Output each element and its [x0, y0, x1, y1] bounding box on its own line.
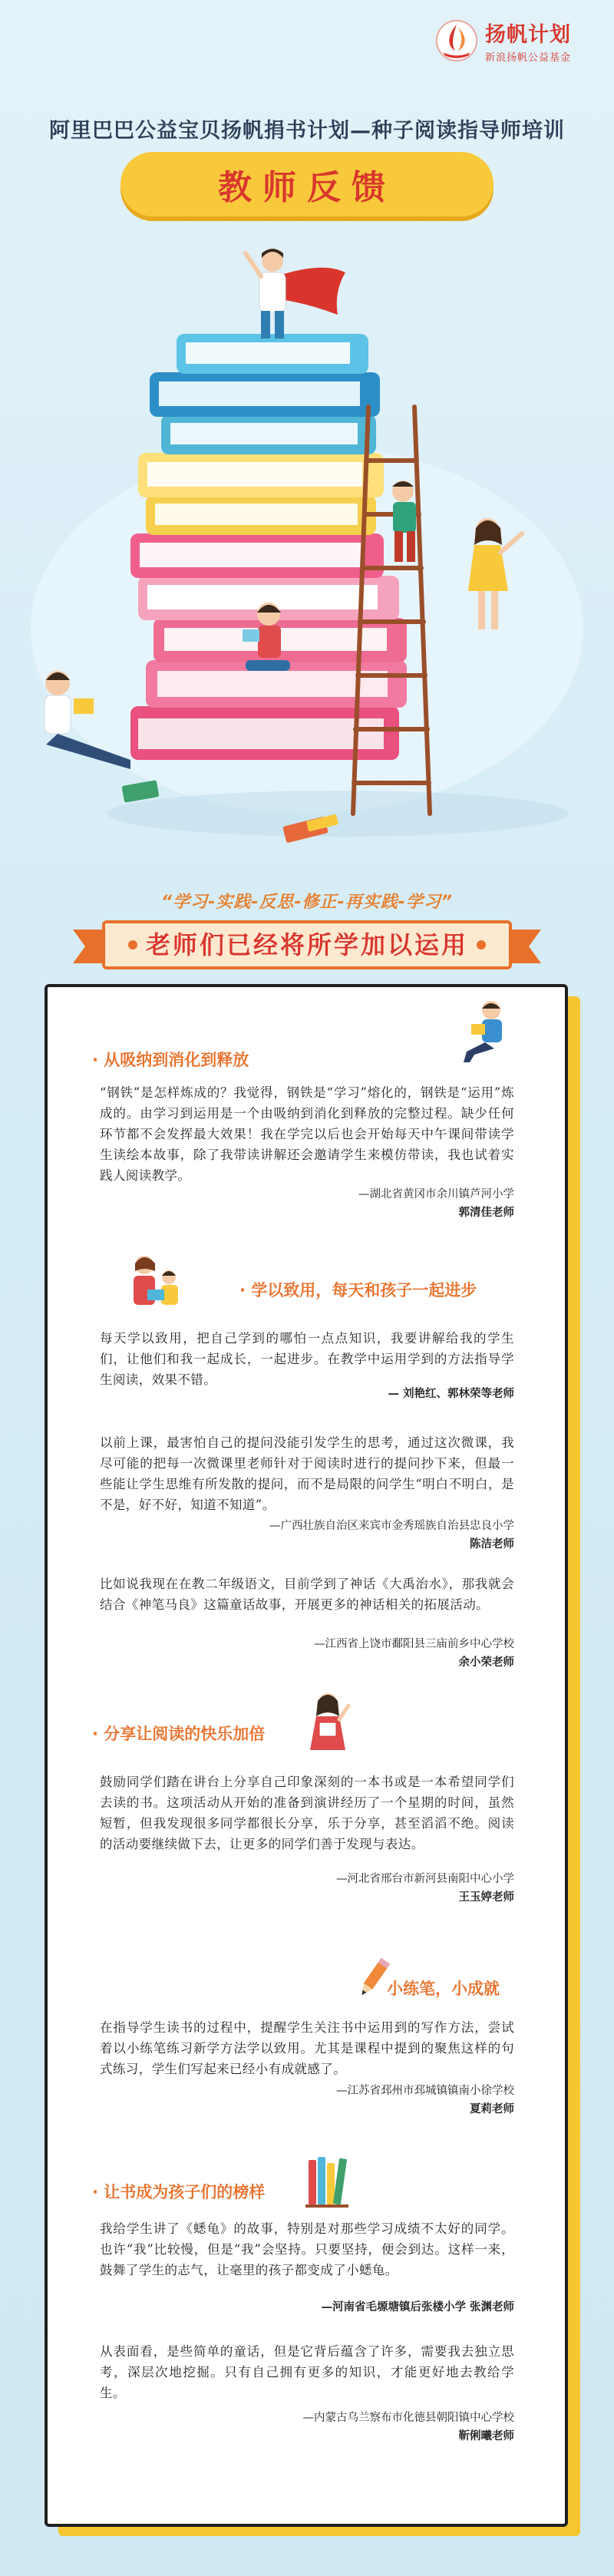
feedback-paragraph: 我给学生讲了《蟋龟》的故事，特别是对那些学习成绩不太好的同学。也许“我”比较慢，但是“我”会坚持。只要坚持，便会到达。这样一来，鼓舞了学生的志气，让毫里的孩子都变成了小蟋龟。	[100, 2221, 514, 2277]
feedback-paragraph: “钢铁”是怎样炼成的？我觉得，钢铁是“学习”熔化的，钢铁是“运用”炼成的。由学习到运用是一个由吸纳到消化到释放的完整过程。缺少任何环节都不会发挥最大效果！我在学完以后也会开始每天中午课间带读学生读绘本故事，除了我带读讲解还会邀请学生来模仿带读，我也试着实践人阅读教学。	[100, 1085, 514, 1183]
feedback-paragraph: 在指导学生读书的过程中，提醒学生关注书中运用到的写作方法，尝试着以小练笔练习新学方法学以致用。尤其是课程中提到的聚焦这样的句式练习，学生们写起来已经小有成就感了。	[100, 2020, 514, 2076]
teacher-signature	[100, 1635, 514, 1672]
girl-with-book-icon	[302, 1689, 353, 1761]
brand-logo	[434, 17, 603, 64]
section-heading: 小练笔，小成就	[387, 1980, 500, 1998]
teacher-name: 靳俐曦老师	[458, 2429, 514, 2442]
school-name: —河北省邢台市新河县南阳中心小学	[336, 1873, 514, 1885]
teacher-signature	[100, 2298, 514, 2317]
boy-with-cape	[246, 249, 345, 339]
teacher-name: 王玉婷老师	[458, 1891, 514, 1904]
school-name: —江西省上饶市鄱阳县三庙前乡中心学校	[314, 1638, 514, 1650]
feedback-paragraph: 比如说我现在在教二年级语文，目前学到了神话《大禹治水》，那我就会结合《神笔马良》这篇童话故事，开展更多的神话相关的拓展活动。	[100, 1577, 514, 1612]
ribbon-text: 老师们已经将所学加以运用	[145, 930, 468, 959]
school-name: —江苏省邳州市邳城镇镇南小徐学校	[336, 2085, 514, 2097]
teacher-name: — 刘艳红、郭林荣等老师	[388, 1387, 514, 1400]
logo-subtitle: 新浪扬帆公益基金	[485, 52, 572, 64]
sail-logo-icon	[434, 18, 479, 63]
section-heading: · 从吸纳到消化到释放	[92, 1051, 249, 1069]
teacher-name: 郭清佳老师	[458, 1206, 514, 1219]
feedback-paragraph: 从表面看，是些简单的童话，但是它背后蕴含了许多，需要我去独立思考，深层次地挖掘。只有自己拥有更多的知识，才能更好地去教给学生。	[100, 2344, 514, 2400]
teacher-name: 陈洁老师	[470, 1537, 514, 1551]
teacher-signature	[100, 1517, 514, 1554]
teacher-signature	[100, 1385, 514, 1403]
school-name: —湖北省黄冈市余川镇芦河小学	[358, 1188, 514, 1200]
learning-motto: “学习-实践-反思-修正-再实践-学习”	[161, 893, 453, 912]
section-heading: · 学以致用，每天和孩子一起进步	[239, 1281, 477, 1300]
teacher-signature	[100, 2082, 514, 2119]
feedback-paragraph: 以前上课，最害怕自己的提问没能引发学生的思考，通过这次微课，我尽可能的把每一次微课里老师针对于阅读时进行的提问抄下来，但最一些能让学生思维有所发散的提问，而不是局限的问学生“明白不明白，是不是，好不好，知道不知道”。	[100, 1435, 514, 1512]
school-name: —广西壮族自治区来宾市金秀瑶族自治县忠良小学	[269, 1520, 514, 1532]
feedback-paragraph: 鼓励同学们踏在讲台上分享自己印象深刻的一本书或是一本希望同学们去读的书。这项活动从开始的准备到演讲经历了一个星期的时间，虽然短暂，但我发现很多同学都很长分享，乐于分享，甚至滔滔不绝。阅读的活动要继续做下去，让更多的同学们善于发现与表达。	[100, 1775, 514, 1851]
teacher-signature	[100, 1185, 514, 1222]
feedback-paragraph: 每天学以致用，把自己学到的哪怕一点点知识，我要讲解给我的学生们，让他们和我一起成长，一起进步。在教学中运用学到的方法指导学生阅读，效果不错。	[100, 1331, 514, 1387]
teacher-name: —河南省毛塬塘镇后张楼小学 张渊老师	[321, 2300, 514, 2313]
banner-text: 教师反馈	[218, 168, 396, 207]
section-heading: · 让书成为孩子们的榜样	[92, 2183, 266, 2201]
page-title: 阿里巴巴公益宝贝扬帆捐书计划—种子阅读指导师培训	[49, 119, 565, 143]
teacher-name: 余小荣老师	[458, 1656, 514, 1669]
title-banner	[120, 152, 494, 216]
school-name: —内蒙古乌兰察布市化德县朝阳镇中心学校	[302, 2412, 514, 2424]
reading-boy-icon	[451, 995, 522, 1065]
books-illustration	[15, 230, 599, 844]
book-stack-icon	[304, 2154, 352, 2209]
reading-family-icon	[124, 1251, 189, 1316]
teacher-signature	[100, 1870, 514, 1907]
section-heading: · 分享让阅读的快乐加倍	[92, 1725, 266, 1743]
teacher-signature	[100, 2409, 514, 2446]
teacher-name: 夏莉老师	[470, 2102, 514, 2115]
logo-name: 扬帆计划	[485, 23, 571, 47]
